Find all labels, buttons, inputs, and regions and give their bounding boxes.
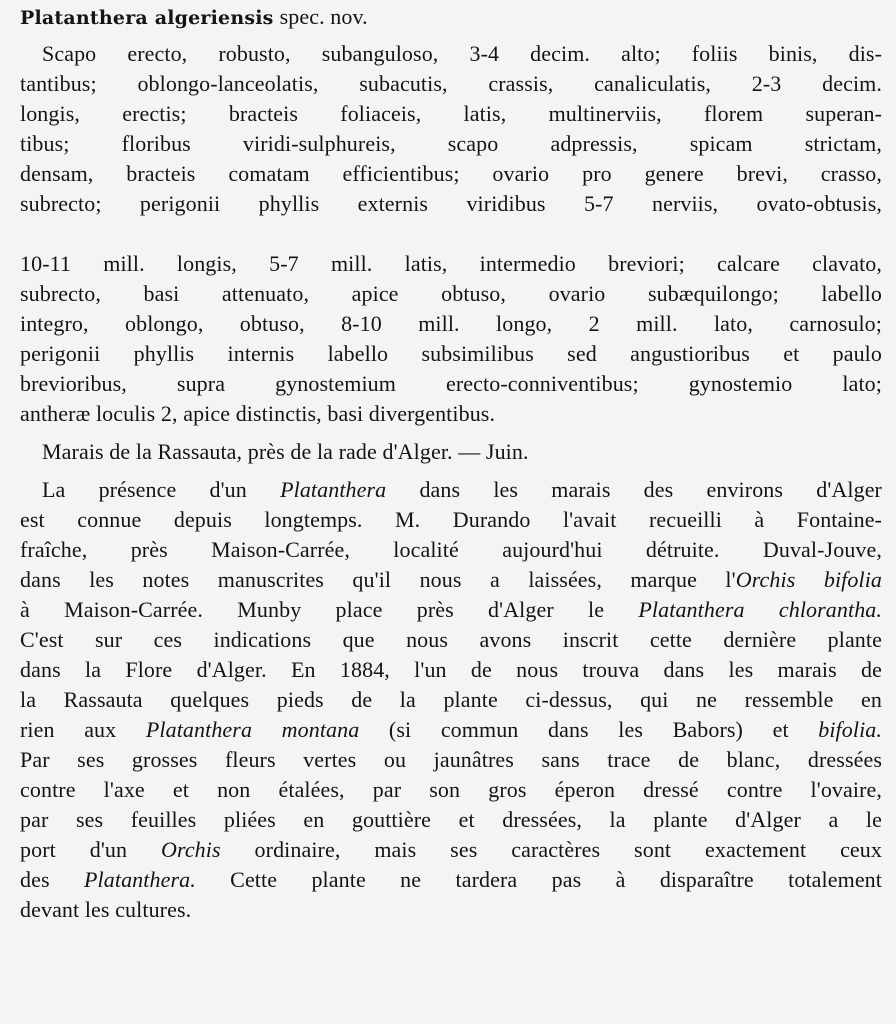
species-heading (20, 2, 882, 32)
text-line: tibus; floribus viridi-sulphureis, scapo adpressis, spicam strictam, (20, 131, 882, 156)
locality-line: Marais de la Rassauta, près de la rade d'Alger. — Juin. (42, 439, 529, 464)
text-line: des Platanthera. Cette plante ne tardera pas à disparaître totalement (20, 867, 882, 892)
text-line: devant les cultures. (20, 897, 192, 922)
text-line: longis, erectis; bracteis foliaceis, latis, multinerviis, florem superan- (20, 101, 882, 126)
text-line: dans les notes manuscrites qu'il nous a laissées, marque l'Orchis bifolia (20, 567, 882, 592)
text-line: perigonii phyllis internis labello subsimilibus sed angustioribus et paulo (20, 341, 882, 366)
species-abbreviation: spec. nov. (279, 4, 368, 29)
text-line: C'est sur ces indications que nous avons inscrit cette dernière plante (20, 627, 882, 652)
species-name: Platanthera algeriensis (20, 7, 274, 29)
text-line: fraîche, près Maison-Carrée, localité aujourd'hui détruite. Duval-Jouve, (20, 537, 882, 562)
text-line: est connue depuis longtemps. M. Durando l'avait recueilli à Fontaine- (20, 507, 882, 532)
text-line: densam, bracteis comatam efficientibus; ovario pro genere brevi, crasso, (20, 161, 882, 186)
text-line: Scapo erecto, robusto, subanguloso, 3-4 decim. alto; foliis binis, dis- (42, 41, 882, 66)
text-line: antheræ loculis 2, apice distinctis, basi divergentibus. (20, 401, 496, 426)
text-line: contre l'axe et non étalées, par son gros éperon dressé contre l'ovaire, (20, 777, 882, 802)
text-line: integro, oblongo, obtuso, 8-10 mill. longo, 2 mill. lato, carnosulo; (20, 311, 882, 336)
text-line: rien aux Platanthera montana (si commun dans les Babors) et bifolia. (20, 717, 882, 742)
text-line: Par ses grosses fleurs vertes ou jaunâtres sans trace de blanc, dressées (20, 747, 882, 772)
text-line: à Maison-Carrée. Munby place près d'Alger le Platanthera chlorantha. (20, 597, 882, 622)
text-line: port d'un Orchis ordinaire, mais ses caractères sont exactement ceux (20, 837, 882, 862)
text-line: dans la Flore d'Alger. En 1884, l'un de nous trouva dans les marais de (20, 657, 882, 682)
latin-description-part-1 (20, 39, 882, 219)
text-line: subrecto, basi attenuato, apice obtuso, ovario subæquilongo; labello (20, 281, 882, 306)
text-line: tantibus; oblongo-lanceolatis, subacutis, crassis, canaliculatis, 2-3 decim. (20, 71, 882, 96)
text-line: La présence d'un Platanthera dans les marais des environs d'Alger (42, 477, 882, 502)
commentary-paragraph (20, 475, 882, 925)
text-line: brevioribus, supra gynostemium erecto-conniventibus; gynostemio lato; (20, 371, 882, 396)
latin-description-part-2 (20, 249, 882, 429)
text-line: 10-11 mill. longis, 5-7 mill. latis, intermedio breviori; calcare clavato, (20, 251, 882, 276)
text-line: par ses feuilles pliées en gouttière et dressées, la plante d'Alger a le (20, 807, 882, 832)
text-line: la Rassauta quelques pieds de la plante ci-dessus, qui ne ressemble en (20, 687, 882, 712)
text-line: subrecto; perigonii phyllis externis viridibus 5-7 nerviis, ovato-obtusis, (20, 191, 882, 216)
